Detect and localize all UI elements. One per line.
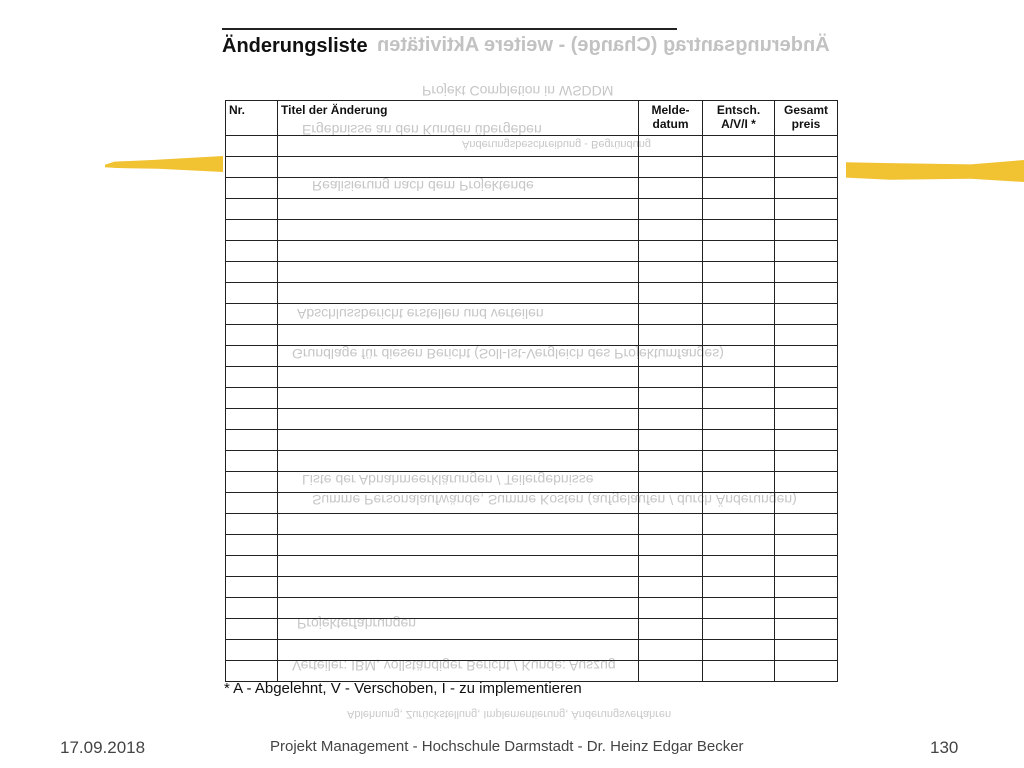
table-cell bbox=[775, 535, 838, 556]
ghost-line: Projekterfahrungen bbox=[297, 616, 417, 632]
table-cell bbox=[703, 514, 775, 535]
table-cell bbox=[639, 241, 703, 262]
table-cell bbox=[278, 283, 639, 304]
table-cell bbox=[278, 262, 639, 283]
table-cell bbox=[278, 388, 639, 409]
table-cell bbox=[226, 346, 278, 367]
table-cell bbox=[703, 451, 775, 472]
table-cell bbox=[278, 598, 639, 619]
table-cell bbox=[703, 304, 775, 325]
ghost-title: Änderungsantrag (Change) - weitere Aktivitäten bbox=[377, 34, 830, 56]
table-cell bbox=[278, 367, 639, 388]
table-cell bbox=[775, 346, 838, 367]
table-cell bbox=[278, 451, 639, 472]
table-cell bbox=[703, 535, 775, 556]
table-cell bbox=[639, 619, 703, 640]
table-cell bbox=[703, 661, 775, 682]
table-cell bbox=[775, 157, 838, 178]
table-cell bbox=[775, 472, 838, 493]
table-cell bbox=[278, 409, 639, 430]
table-cell bbox=[278, 157, 639, 178]
table-row bbox=[226, 514, 838, 535]
table-cell bbox=[278, 577, 639, 598]
table-row bbox=[226, 640, 838, 661]
column-header-entscheidung: Entsch. A/V/I * bbox=[703, 101, 775, 136]
table-cell bbox=[278, 304, 639, 325]
ghost-line: Summe Personalaufwände, Summe Kosten (aufgelaufen / durch Änderungen) bbox=[312, 492, 797, 508]
table-cell bbox=[226, 556, 278, 577]
table-cell bbox=[703, 409, 775, 430]
table-cell bbox=[226, 409, 278, 430]
table-cell bbox=[703, 283, 775, 304]
table-cell bbox=[703, 136, 775, 157]
table-cell bbox=[703, 493, 775, 514]
table-row bbox=[226, 325, 838, 346]
table-cell bbox=[775, 262, 838, 283]
table-cell bbox=[226, 136, 278, 157]
table-cell bbox=[226, 640, 278, 661]
table-cell bbox=[703, 598, 775, 619]
table-cell bbox=[226, 241, 278, 262]
table-row bbox=[226, 199, 838, 220]
table-cell bbox=[226, 430, 278, 451]
table-cell bbox=[775, 598, 838, 619]
table-cell bbox=[639, 157, 703, 178]
table-cell bbox=[226, 661, 278, 682]
column-header-titel: Titel der Änderung bbox=[278, 101, 639, 136]
table-cell bbox=[703, 388, 775, 409]
table-cell bbox=[278, 514, 639, 535]
table-cell bbox=[639, 493, 703, 514]
table-cell bbox=[703, 241, 775, 262]
table-cell bbox=[639, 409, 703, 430]
table-cell bbox=[639, 199, 703, 220]
table-row bbox=[226, 451, 838, 472]
scanned-document bbox=[222, 28, 850, 728]
table-cell bbox=[775, 283, 838, 304]
table-cell bbox=[639, 640, 703, 661]
table-cell bbox=[775, 409, 838, 430]
table-row bbox=[226, 472, 838, 493]
table-cell bbox=[703, 430, 775, 451]
table-cell bbox=[278, 661, 639, 682]
table-cell bbox=[775, 451, 838, 472]
table-cell bbox=[226, 598, 278, 619]
table-cell bbox=[775, 325, 838, 346]
table-cell bbox=[639, 661, 703, 682]
table-cell bbox=[703, 577, 775, 598]
table-cell bbox=[226, 388, 278, 409]
table-cell bbox=[639, 430, 703, 451]
table-cell bbox=[226, 220, 278, 241]
table-row bbox=[226, 430, 838, 451]
footer-date: 17.09.2018 bbox=[60, 738, 146, 757]
table-cell bbox=[278, 619, 639, 640]
table-cell bbox=[278, 472, 639, 493]
table-cell bbox=[639, 367, 703, 388]
column-header-gesamtpreis: Gesamt preis bbox=[775, 101, 838, 136]
change-list-table bbox=[225, 100, 838, 682]
table-cell bbox=[703, 199, 775, 220]
table-cell bbox=[639, 556, 703, 577]
column-header-nr: Nr. bbox=[226, 101, 278, 136]
table-cell bbox=[775, 619, 838, 640]
table-cell bbox=[775, 514, 838, 535]
ghost-line: Realisierung nach dem Projektende bbox=[312, 178, 534, 194]
table-row bbox=[226, 262, 838, 283]
table-cell bbox=[775, 136, 838, 157]
table-cell bbox=[775, 388, 838, 409]
table-cell bbox=[226, 304, 278, 325]
ghost-bottom-line: Ablehnung, Zurückstellung, Implementierung, Änderungsverfahren bbox=[347, 708, 672, 720]
table-cell bbox=[775, 241, 838, 262]
table-cell bbox=[226, 577, 278, 598]
table-cell bbox=[639, 451, 703, 472]
table-cell bbox=[703, 325, 775, 346]
table-cell bbox=[278, 535, 639, 556]
table-cell bbox=[226, 283, 278, 304]
table-row bbox=[226, 535, 838, 556]
table-cell bbox=[639, 178, 703, 199]
table-cell bbox=[775, 367, 838, 388]
table-cell bbox=[226, 367, 278, 388]
table-cell bbox=[639, 514, 703, 535]
table-cell bbox=[278, 430, 639, 451]
table-cell bbox=[226, 472, 278, 493]
ghost-line: Änderungsbeschreibung - Begründung bbox=[462, 138, 651, 150]
table-header-row bbox=[226, 101, 838, 136]
table-cell bbox=[639, 346, 703, 367]
table-cell bbox=[639, 283, 703, 304]
table-row bbox=[226, 577, 838, 598]
table-row bbox=[226, 304, 838, 325]
table-cell bbox=[278, 241, 639, 262]
table-row bbox=[226, 220, 838, 241]
table-row bbox=[226, 493, 838, 514]
table-cell bbox=[775, 493, 838, 514]
table-cell bbox=[278, 640, 639, 661]
table-cell bbox=[703, 367, 775, 388]
table-cell bbox=[703, 640, 775, 661]
table-cell bbox=[703, 556, 775, 577]
table-cell bbox=[639, 472, 703, 493]
ghost-line: Liste der Abnahmeerklärungen / Teilergebnisse bbox=[302, 472, 594, 488]
table-cell bbox=[226, 325, 278, 346]
table-row bbox=[226, 388, 838, 409]
table-cell bbox=[278, 199, 639, 220]
ghost-line: Verteiler: IBM, vollständiger Bericht / Kunde: Auszug bbox=[292, 658, 616, 674]
ghost-line: Grundlage für diesen Bericht (Soll-Ist-Vergleich des Projektumfanges) bbox=[292, 346, 724, 362]
table-cell bbox=[703, 262, 775, 283]
table-cell bbox=[703, 157, 775, 178]
table-cell bbox=[775, 577, 838, 598]
table-cell bbox=[226, 262, 278, 283]
table-cell bbox=[639, 535, 703, 556]
table-cell bbox=[278, 220, 639, 241]
table-row bbox=[226, 346, 838, 367]
footer-text: Projekt Management - Hochschule Darmstadt - Dr. Heinz Edgar Becker bbox=[270, 738, 744, 755]
table-cell bbox=[775, 304, 838, 325]
table-cell bbox=[639, 262, 703, 283]
table-row bbox=[226, 619, 838, 640]
table-row bbox=[226, 157, 838, 178]
table-cell bbox=[226, 157, 278, 178]
page-number: 130 bbox=[930, 738, 959, 757]
table-cell bbox=[226, 451, 278, 472]
highlighter-streak-left bbox=[105, 156, 223, 172]
table-cell bbox=[775, 178, 838, 199]
document-title: Änderungsliste bbox=[222, 35, 368, 57]
table-cell bbox=[775, 220, 838, 241]
table-cell bbox=[639, 388, 703, 409]
highlighter-streak-right bbox=[846, 160, 1024, 182]
table-row bbox=[226, 367, 838, 388]
top-rule bbox=[222, 28, 677, 30]
table-row bbox=[226, 136, 838, 157]
table-cell bbox=[703, 346, 775, 367]
table-cell bbox=[278, 136, 639, 157]
table-cell bbox=[226, 619, 278, 640]
table-cell bbox=[639, 325, 703, 346]
table-cell bbox=[703, 220, 775, 241]
table-cell bbox=[278, 493, 639, 514]
table-cell bbox=[775, 640, 838, 661]
table-cell bbox=[639, 304, 703, 325]
table-cell bbox=[703, 619, 775, 640]
column-header-meldedatum: Melde- datum bbox=[639, 101, 703, 136]
table-row bbox=[226, 178, 838, 199]
ghost-line: Abschlussbericht erstellen und verteilen bbox=[297, 306, 544, 322]
table-cell bbox=[775, 199, 838, 220]
table-row bbox=[226, 661, 838, 682]
table-cell bbox=[639, 136, 703, 157]
table-cell bbox=[703, 472, 775, 493]
table-cell bbox=[775, 430, 838, 451]
table-cell bbox=[278, 346, 639, 367]
ghost-line: Ergebnisse an den Kunden übergeben bbox=[302, 122, 542, 138]
table-cell bbox=[278, 556, 639, 577]
table-row bbox=[226, 283, 838, 304]
table-cell bbox=[639, 220, 703, 241]
ghost-line: Projekt Completion in WSDDM bbox=[422, 83, 614, 99]
table-cell bbox=[639, 598, 703, 619]
table-cell bbox=[226, 199, 278, 220]
table-row bbox=[226, 241, 838, 262]
table-cell bbox=[226, 493, 278, 514]
footnote: * A - Abgelehnt, V - Verschoben, I - zu implementieren bbox=[224, 680, 582, 697]
table-row bbox=[226, 598, 838, 619]
table-cell bbox=[226, 535, 278, 556]
table-row bbox=[226, 409, 838, 430]
table-cell bbox=[226, 178, 278, 199]
table-cell bbox=[278, 178, 639, 199]
table-row bbox=[226, 556, 838, 577]
table-cell bbox=[639, 577, 703, 598]
table-cell bbox=[226, 514, 278, 535]
table-cell bbox=[703, 178, 775, 199]
table-cell bbox=[775, 556, 838, 577]
table-cell bbox=[775, 661, 838, 682]
table-body bbox=[226, 136, 838, 682]
table-cell bbox=[278, 325, 639, 346]
